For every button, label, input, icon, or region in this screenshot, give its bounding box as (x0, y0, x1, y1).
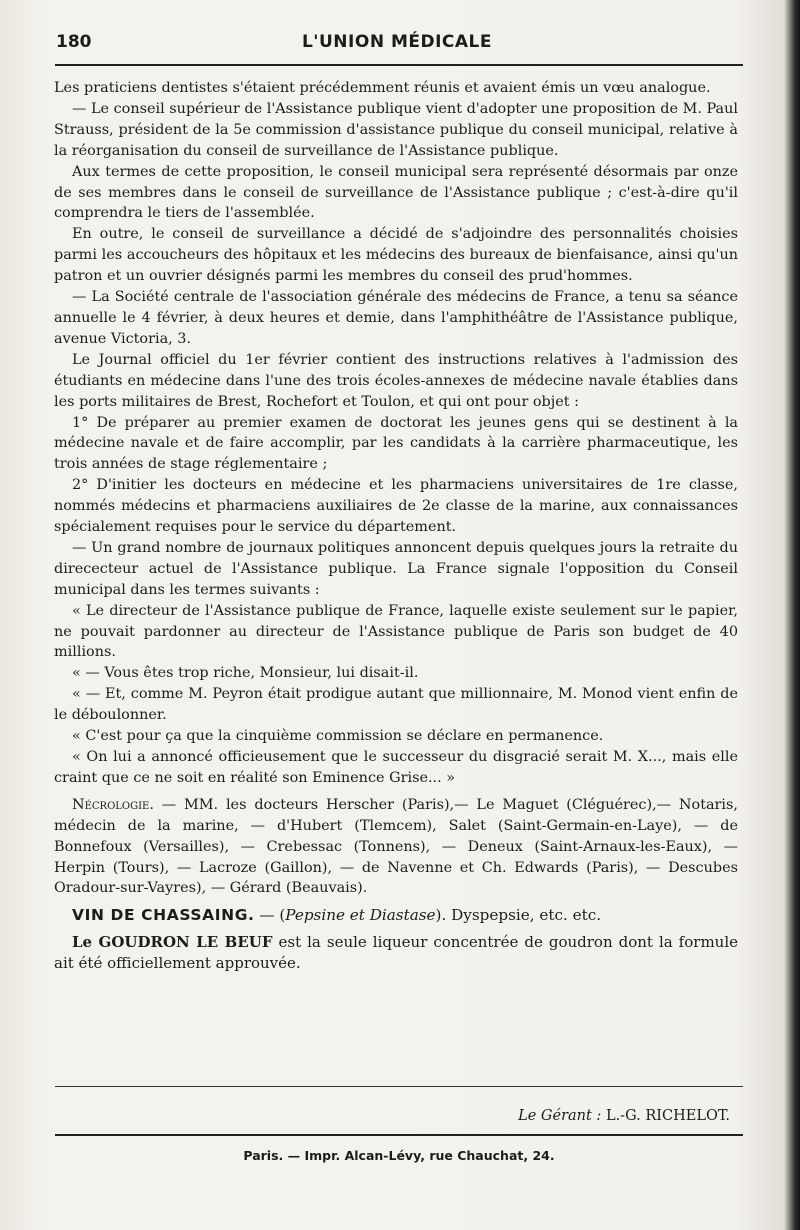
body-text (54, 78, 738, 974)
footer-rule (55, 1086, 743, 1087)
paragraph: En outre, le conseil de surveillance a décidé de s'adjoindre des personnalités choisies parmi les accoucheurs des hôpitaux et les médecins des bureaux de bienfaisance, ainsi qu'un patron et un ouvrier désignés parmi les membres du conseil des prud'hommes. (54, 226, 738, 285)
signature-name: L.-G. RICHELOT. (605, 1108, 730, 1124)
paragraph: Les praticiens dentistes s'étaient précédemment réunis et avaient émis un vœu analogue. (54, 80, 711, 96)
paragraph: « C'est pour ça que la cinquième commission se déclare en permanence. (72, 728, 604, 745)
paragraph: 1° De préparer au premier examen de doctorat les jeunes gens qui se destinent à la médecine navale et de faire accomplir, par les candidats à la carrière pharmaceutique, les trois années de stage réglementaire ; (54, 414, 738, 473)
paragraph: — Un grand nombre de journaux politiques annoncent depuis quelques jours la retraite du dirececteur actuel de l'Assistance publique. La France signale l'opposition du Conseil municipal dans les termes suivants : (54, 539, 738, 598)
advert-chassaing-subtitle: Pepsine et Diastase (285, 906, 436, 925)
imprint-rule (55, 1134, 743, 1136)
paragraph: « On lui a annoncé officieusement que le successeur du disgracié serait M. X..., mais elle craint que ce ne soit en réalité son Eminence Grise... » (54, 749, 738, 786)
paragraph: « — Et, comme M. Peyron était prodigue autant que millionnaire, M. Monod vient enfin de le déboulonner. (54, 686, 738, 724)
advert-chassaing-rest: ). Dyspepsie, etc. etc. (435, 906, 602, 925)
paragraph: « Le directeur de l'Assistance publique de France, laquelle existe seulement sur le papier, ne pouvait pardonner au directeur de l'Assistance publique de Paris son budget de 40 millions. (54, 602, 738, 661)
header-rule (55, 64, 743, 66)
necrologie-text: — MM. les docteurs Herscher (Paris),— Le Maguet (Cléguérec),— Notaris, médecin de la marine, — d'Hubert (Tlemcem), Salet (Saint-Germain-en-Laye), — de Bonnefoux (Versailles), — Crebessac (Tonnens), — Deneux (Saint-Arnaux-les-Eaux), — Herpin (Tours), — Lacroze (Gaillon), — de Navenne et Ch. Edwards (Paris), — Descubes Oradour-sur-Vayres), — Gérard (Beauvais). (54, 796, 738, 897)
advert-chassaing-name: VIN DE CHASSAING. (72, 906, 255, 925)
signature (380, 1108, 730, 1124)
running-title: L'UNION MÉDICALE (301, 32, 493, 52)
paragraph: Le Journal officiel du 1er février contient des instructions relatives à l'admission des étudiants en médecine dans l'une des trois écoles-annexes de médecine navale établies dans les ports militaires de Brest, Rochefort et Toulon, et qui ont pour objet : (54, 351, 738, 410)
advert-chassaing (54, 905, 738, 926)
advert-goudron-rest: est la seule liqueur concentrée de goudron dont la formule ait été officiellement approuvée. (54, 933, 738, 973)
paragraph: — Le conseil supérieur de l'Assistance publique vient d'adopter une proposition de M. Paul Strauss, président de la 5e commission d'assistance publique du conseil municipal, relative à la réorganisation du conseil de surveillance de l'Assistance publique. (54, 100, 738, 159)
paragraph: Aux termes de cette proposition, le conseil municipal sera représenté désormais par onze de ses membres dans le conseil de surveillance de l'Assistance publique ; c'est-à-dire qu'il comprendra le tiers de l'assemblée. (54, 163, 738, 222)
paragraph: « — Vous êtes trop riche, Monsieur, lui disait-il. (72, 665, 419, 682)
page-header (52, 28, 742, 58)
imprint: Paris. — Impr. Alcan-Lévy, rue Chauchat, 24. (243, 1148, 555, 1163)
necrologie-label: Nécrologie. (72, 796, 154, 813)
paragraph: — La Société centrale de l'association générale des médecins de France, a tenu sa séance annuelle le 4 février, à deux heures et demie, dans l'amphithéâtre de l'Assistance publique, avenue Victoria, 3. (54, 289, 738, 347)
advert-chassaing-dash: — ( (254, 906, 286, 925)
necrologie-paragraph (54, 795, 738, 900)
page-number: 180 (56, 32, 92, 52)
advert-goudron (54, 932, 738, 974)
advert-goudron-name: Le GOUDRON LE BEUF (72, 933, 273, 952)
signature-label: Le Gérant : (518, 1108, 602, 1124)
paragraph: 2° D'initier les docteurs en médecine et les pharmaciens universitaires de 1re classe, nommés médecins et pharmaciens auxiliaires de 2e classe de la marine, aux connaissances spécialement requises pour le service du département. (54, 477, 738, 536)
